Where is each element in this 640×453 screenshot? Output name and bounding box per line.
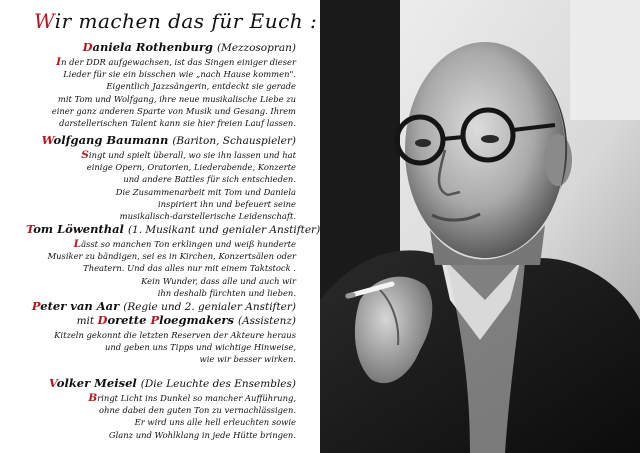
portrait-photo (320, 0, 640, 453)
page-heading (34, 9, 317, 33)
sub-text: orette (107, 313, 151, 327)
section-name (26, 376, 296, 390)
role-text: (Regie und 2. genialer Anstifter) (123, 301, 296, 313)
section-body (26, 329, 296, 366)
portrait-illustration (320, 0, 640, 453)
name-initial: W (41, 133, 54, 147)
heading-initial: W (34, 9, 55, 33)
body-line: und andere Battles für sich entschieden. (123, 174, 296, 185)
body-line: Theatern. Und das alles nur mit einem Taktstock . (83, 263, 296, 274)
name-text: om Löwenthal (33, 222, 124, 236)
body-line: Eigentlich Jazzsängerin, entdeckt sie gerade (106, 81, 296, 92)
section-peter (26, 299, 296, 366)
body-line: darstellerischen Talent kann sie hier freien Lauf lassen. (59, 118, 296, 129)
body-line: musikalisch-darstellerische Leidenschaft. (119, 211, 296, 222)
body-line: Er wird uns alle hell erleuchten sowie (134, 417, 296, 428)
body-line: mit Tom und Wolfgang, ihre neue musikalische Liebe zu (57, 93, 296, 104)
section-name (26, 299, 296, 313)
section-body (26, 149, 296, 222)
body-line: Lässt so manchen Ton erklingen und weiß hunderte (73, 238, 296, 250)
body-line: Kitzeln gekonnt die letzten Reserven der Akteure heraus (54, 330, 296, 340)
body-line: Kein Wunder, dass alle und auch wir (141, 275, 296, 286)
body-initial: I (56, 56, 62, 68)
name-text: olker Meisel (56, 376, 137, 390)
body-line: Glanz und Wohlklang in jede Hütte bringen. (108, 429, 296, 440)
name-initial: T (26, 222, 34, 236)
section-name (26, 40, 296, 54)
section-volker (26, 376, 296, 441)
body-initial: L (73, 238, 82, 250)
name-text: eter van Aar (40, 299, 120, 313)
body-line: einige Opern, Oratorien, Liederabende, Konzerte (86, 162, 296, 173)
body-line: wie wir besser wirken. (199, 354, 296, 365)
body-initial: S (81, 149, 89, 161)
body-line: In der DDR aufgewachsen, ist das Singen einiger dieser (56, 56, 296, 68)
section-body (26, 238, 296, 299)
role-text: (Die Leuchte des Ensembles) (140, 378, 296, 390)
section-wolfgang (26, 133, 296, 222)
body-line: und geben uns Tipps und wichtige Hinweise, (104, 342, 296, 353)
section-body (26, 392, 296, 441)
sub-role: (Assistenz) (237, 315, 296, 327)
body-line: Singt und spielt überall, wo sie ihn lassen und hat (81, 149, 296, 161)
role-text: (Bariton, Schauspieler) (172, 135, 296, 147)
sub-text-2: loegmakers (159, 313, 234, 327)
name-initial: V (48, 376, 57, 390)
body-line: inspiriert ihn und befeuert seine (157, 198, 296, 209)
body-line: ihn deshalb fürchten und lieben. (157, 287, 296, 298)
name-initial: P (31, 299, 41, 313)
body-initial: B (88, 392, 98, 404)
section-daniela (26, 40, 296, 129)
role-text: (Mezzosopran) (216, 42, 296, 54)
body-line: einer ganz anderen Sparte von Musik und Gesang. Ihrem (51, 105, 296, 116)
body-line: Bringt Licht ins Dunkel so mancher Aufführung, (88, 392, 296, 404)
body-line: Lieder für sie ein bisschen wie „nach Hause kommen". (63, 69, 296, 80)
heading-rest: ir machen das für Euch : (54, 9, 318, 33)
name-text: aniela Rothenburg (92, 40, 213, 54)
section-subname (26, 313, 296, 327)
role-text: (1. Musikant und genialer Anstifter) (127, 224, 321, 236)
body-line: Die Zusammenarbeit mit Tom und Daniela (115, 186, 296, 197)
sub-initial-2: P (150, 313, 160, 327)
section-name (26, 222, 321, 236)
sub-prefix: mit (76, 315, 98, 327)
section-body (26, 56, 296, 129)
name-text: olfgang Baumann (53, 133, 169, 147)
body-line: Musiker zu bändigen, sei es in Kirchen, Konzertsälen oder (47, 251, 296, 262)
section-name (26, 133, 296, 147)
section-tom (26, 222, 321, 299)
name-initial: D (82, 40, 93, 54)
sub-initial: D (97, 313, 108, 327)
body-line: ohne dabei den guten Ton zu vernachlässigen. (99, 405, 296, 416)
